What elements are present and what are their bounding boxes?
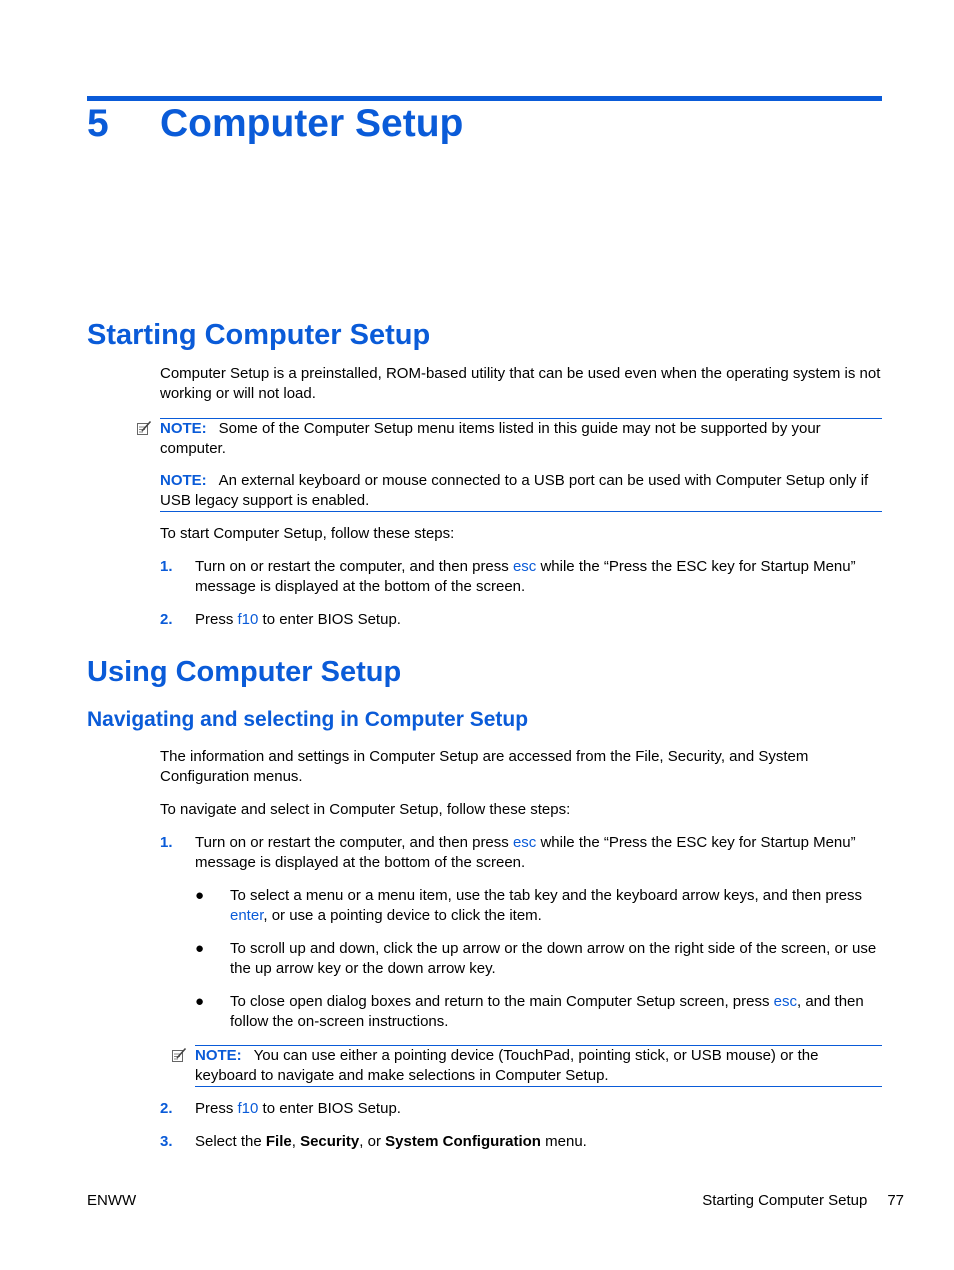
note-1-label: NOTE: <box>160 420 207 437</box>
note-2 <box>160 471 882 510</box>
bullet-dot: ● <box>195 887 205 904</box>
starting-intro: Computer Setup is a preinstalled, ROM-based utility that can be used even when the operating system is not working or will not load. <box>160 365 881 402</box>
page-number: 77 <box>887 1192 904 1209</box>
key-esc: esc <box>773 993 797 1010</box>
note-1-text: Some of the Computer Setup menu items listed in this guide may not be supported by your computer. <box>160 420 821 457</box>
step-number: 3. <box>160 1133 173 1150</box>
key-f10: f10 <box>237 1100 259 1117</box>
footer-right <box>702 1192 904 1209</box>
bullet-dot: ● <box>195 940 205 957</box>
note-box-starting <box>160 418 882 512</box>
bullet-text: To close open dialog boxes and return to the main Computer Setup screen, press esc, and then follow the on-screen instructions. <box>230 993 864 1030</box>
note-box-using <box>195 1045 882 1087</box>
menu-system-configuration: System Configuration <box>385 1133 541 1150</box>
step-number: 1. <box>160 834 173 851</box>
note-2-text: An external keyboard or mouse connected to a USB port can be used with Computer Setup only if USB legacy support is enabled. <box>160 472 869 509</box>
menu-file: File <box>265 1133 292 1150</box>
step-number: 2. <box>160 611 173 628</box>
bullet-dot: ● <box>195 993 205 1010</box>
key-esc: esc <box>512 558 537 575</box>
chapter-number: 5 <box>87 102 109 145</box>
note-3 <box>195 1046 882 1085</box>
note-icon <box>136 420 152 436</box>
step-text: Press f10 to enter BIOS Setup. <box>195 1100 401 1117</box>
note-icon <box>171 1047 187 1063</box>
chapter-title: Computer Setup <box>160 102 464 145</box>
using-steps-intro: To navigate and select in Computer Setup, follow these steps: <box>160 801 571 818</box>
step-text: Turn on or restart the computer, and then press esc while the “Press the ESC key for Startup Menu” message is displayed at the bottom of the screen. <box>195 834 856 871</box>
step-text: Turn on or restart the computer, and then press esc while the “Press the ESC key for Startup Menu” message is displayed at the bottom of the screen. <box>195 558 856 595</box>
step-text: Press f10 to enter BIOS Setup. <box>195 611 401 628</box>
using-intro: The information and settings in Computer Setup are accessed from the File, Security, and System Configuration menus. <box>160 748 809 785</box>
bullet-text: To select a menu or a menu item, use the tab key and the keyboard arrow keys, and then press enter, or use a pointing device to click the item. <box>230 887 863 924</box>
key-f10: f10 <box>237 611 259 628</box>
subsection-title-navigating: Navigating and selecting in Computer Setup <box>87 708 529 731</box>
note-1 <box>160 419 882 458</box>
footer-section: Starting Computer Setup <box>702 1192 868 1209</box>
menu-security: Security <box>300 1133 360 1150</box>
bullet-text: To scroll up and down, click the up arrow or the down arrow on the right side of the screen, or use the up arrow key or the down arrow key. <box>230 940 877 977</box>
starting-steps-intro: To start Computer Setup, follow these steps: <box>160 525 455 542</box>
section-title-starting: Starting Computer Setup <box>87 319 431 351</box>
footer-left: ENWW <box>87 1192 137 1209</box>
key-esc: esc <box>512 834 537 851</box>
note-3-text: You can use either a pointing device (TouchPad, pointing stick, or USB mouse) or the keyboard to navigate and make selections in Computer Setup. <box>195 1047 819 1084</box>
chapter-heading <box>87 100 463 148</box>
step-text: Select the File, Security, or System Configuration menu. <box>195 1133 587 1150</box>
note-3-label: NOTE: <box>195 1047 242 1064</box>
step-number: 1. <box>160 558 173 575</box>
step-number: 2. <box>160 1100 173 1117</box>
key-enter: enter <box>230 906 264 924</box>
note-2-label: NOTE: <box>160 472 207 489</box>
section-title-using: Using Computer Setup <box>87 656 402 688</box>
